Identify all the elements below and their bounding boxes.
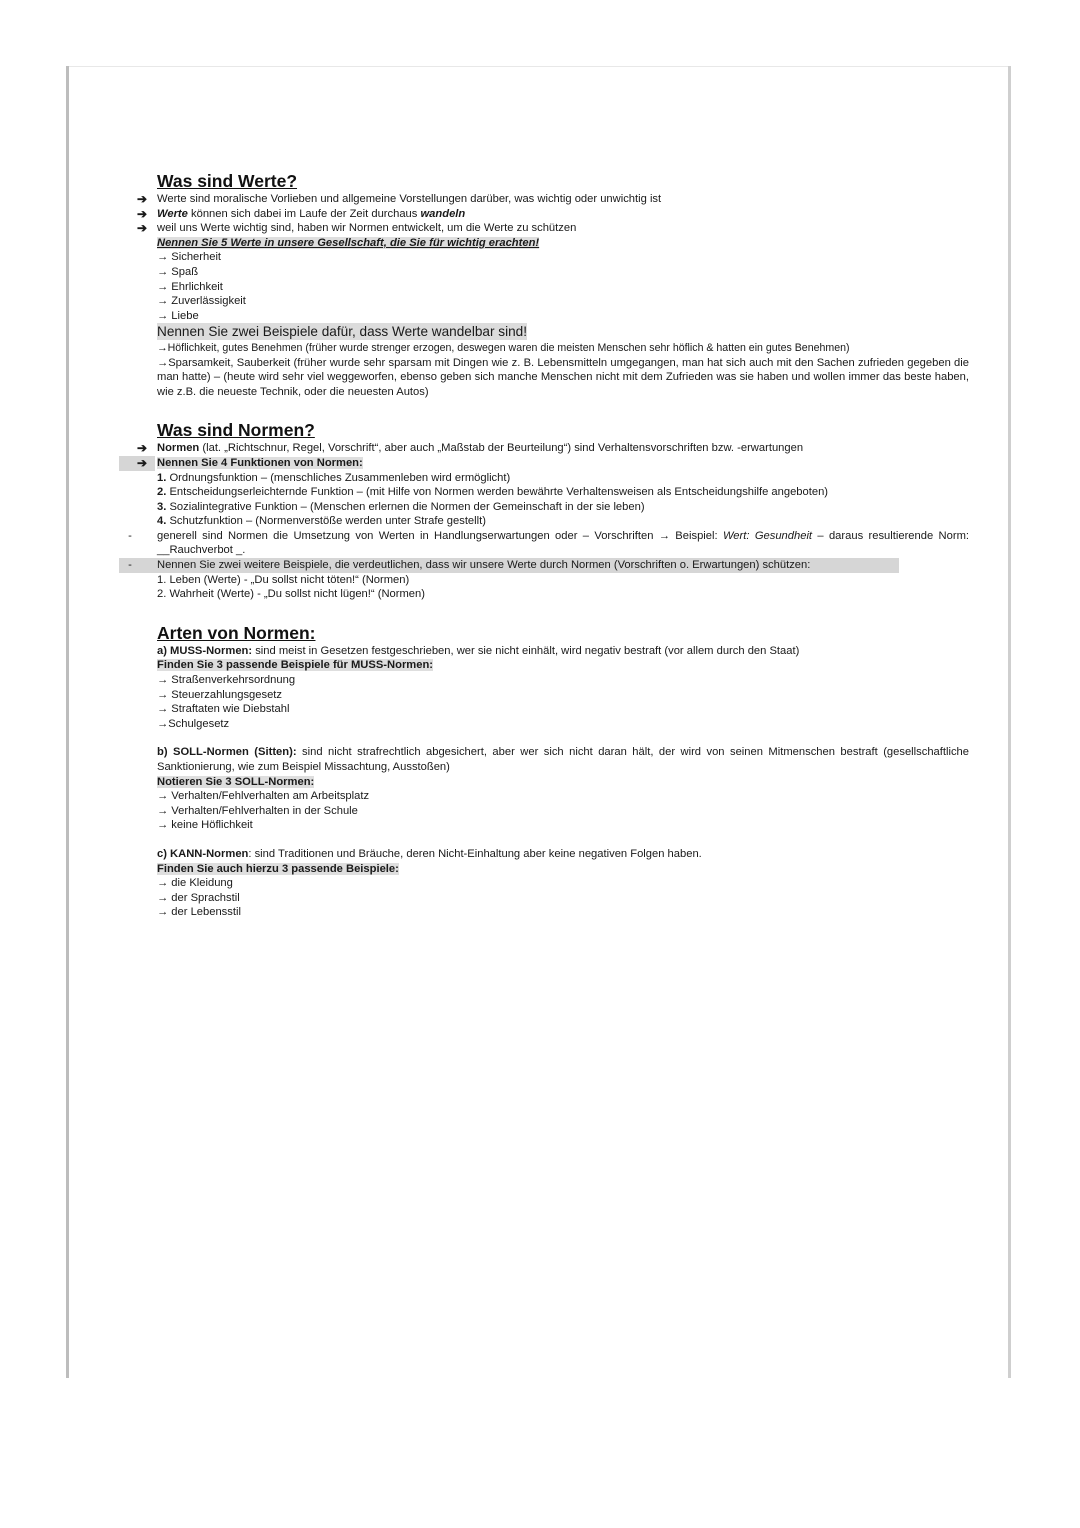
- werte-list-item: → Ehrlichkeit: [157, 280, 223, 293]
- soll-list-item: → Verhalten/Fehlverhalten am Arbeitsplatz: [157, 790, 370, 803]
- werte-answer-2: →Sparsamkeit, Sauberkeit (früher wurde sehr sparsam mit Dingen wie z. B. Lebensmitteln umgegangen, man hat sich auch mit den Sachen zufrieden gegeben die man hatte) – (heute wird sehr viel weggeworfen, ebenso geben sich manche Menschen nicht mit dem Zufrieden was sie haben und wollen immer das beste haben, wie z.B. die neueste Technik, oder die neuesten Autos): [157, 356, 969, 398]
- page-border-right: [1008, 66, 1011, 1378]
- werte-bullet-3: ➔ weil uns Werte wichtig sind, haben wir Normen entwickelt, um die Werte zu schützen: [157, 221, 969, 236]
- heading-normen: Was sind Normen?: [157, 420, 315, 441]
- kann-list-item: → der Lebensstil: [157, 906, 241, 919]
- document-body: [128, 170, 970, 920]
- kann-list-item: → die Kleidung: [157, 877, 233, 890]
- arrow-bullet-icon: ➔: [136, 441, 148, 456]
- beispiel-1: 1. Leben (Werte) - „Du sollst nicht töten!“ (Normen): [157, 573, 410, 586]
- arrow-bullet-icon: ➔: [136, 221, 148, 236]
- werte-answer-1: →Höflichkeit, gutes Benehmen (früher wurde strenger erzogen, deswegen waren die meisten Menschen sehr höflich & hatten ein gutes Benehmen): [157, 341, 850, 354]
- page-border-top: [66, 66, 1011, 67]
- arrow-bullet-icon: ➔: [136, 206, 148, 221]
- werte-question-2: Nennen Sie zwei Beispiele dafür, dass Werte wandelbar sind!: [157, 324, 528, 340]
- dash-bullet: -: [128, 529, 132, 542]
- muss-list-item: →Schulgesetz: [157, 717, 230, 730]
- page-border-left: [66, 66, 69, 1378]
- funktion-3: 3. Sozialintegrative Funktion – (Menschen erlernen die Normen der Gemeinschaft in der sie leben): [157, 500, 645, 513]
- werte-list-item: → Liebe: [157, 309, 199, 322]
- muss-normen-question: Finden Sie 3 passende Beispiele für MUSS-Normen:: [157, 659, 434, 672]
- arrow-bullet-icon: ➔: [136, 192, 148, 206]
- kann-normen-question: Finden Sie auch hierzu 3 passende Beispiele:: [157, 862, 399, 875]
- soll-normen-definition: b) SOLL-Normen (Sitten): sind nicht strafrechtlich abgesichert, aber wer sich nicht daran hält, der wird von seinen Mitmenschen bestraft (gesellschaftliche Sanktionierung, wie zum Beispiel Missachtung, Ausstoßen): [157, 746, 970, 773]
- soll-list-item: → keine Höflichkeit: [157, 819, 253, 832]
- funktion-1: 1. Ordnungsfunktion – (menschliches Zusammenleben wird ermöglicht): [157, 471, 511, 484]
- normen-dash-1: - generell sind Normen die Umsetzung von Werten in Handlungserwartungen oder – Vorschriften → Beispiel: Wert: Gesundheit – daraus resultierende Norm: __Rauchverbot _.: [157, 529, 969, 558]
- normen-bullet-2: ➔ Nennen Sie 4 Funktionen von Normen:: [157, 456, 969, 471]
- funktion-2: 2. Entscheidungserleichternde Funktion – (mit Hilfe von Normen werden bewährte Verhaltensweisen als Entscheidungshilfe angeboten): [157, 486, 829, 499]
- beispiel-2: 2. Wahrheit (Werte) - „Du sollst nicht lügen!“ (Normen): [157, 588, 425, 601]
- funktion-4: 4. Schutzfunktion – (Normenverstöße werden unter Strafe gestellt): [157, 515, 486, 528]
- werte-list-item: → Sicherheit: [157, 251, 222, 264]
- muss-list-item: → Steuerzahlungsgesetz: [157, 688, 283, 701]
- heading-arten: Arten von Normen:: [157, 622, 316, 643]
- normen-bullet-1: ➔ Normen (lat. „Richtschnur, Regel, Vorschrift“, aber auch „Maßstab der Beurteilung“) sind Verhaltensvorschriften bzw. -erwartungen: [157, 441, 969, 456]
- muss-list-item: → Straftaten wie Diebstahl: [157, 703, 290, 716]
- kann-normen-definition: c) KANN-Normen: sind Traditionen und Bräuche, deren Nicht-Einhaltung aber keine negativen Folgen haben.: [157, 847, 702, 860]
- werte-bullet-2: ➔ Werte können sich dabei im Laufe der Zeit durchaus wandeln: [157, 207, 969, 222]
- kann-list-item: → der Sprachstil: [157, 891, 240, 904]
- werte-list-item: → Spaß: [157, 265, 199, 278]
- heading-werte: Was sind Werte?: [157, 171, 298, 191]
- muss-normen-definition: a) MUSS-Normen: sind meist in Gesetzen festgeschrieben, wer sie nicht einhält, wird negativ bestraft (vor allem durch den Staat): [157, 644, 800, 657]
- normen-dash-2: - Nennen Sie zwei weitere Beispiele, die verdeutlichen, dass wir unsere Werte durch Normen (Vorschriften o. Erwartungen) schützen:: [157, 558, 969, 573]
- werte-list-item: → Zuverlässigkeit: [157, 295, 246, 308]
- werte-bullet-1: ➔ Werte sind moralische Vorlieben und allgemeine Vorstellungen darüber, was wichtig oder unwichtig ist: [157, 192, 969, 207]
- werte-question-1: Nennen Sie 5 Werte in unsere Gesellschaft, die Sie für wichtig erachten!: [157, 236, 540, 249]
- soll-normen-question: Notieren Sie 3 SOLL-Normen:: [157, 775, 315, 788]
- arrow-bullet-icon: ➔: [136, 455, 148, 470]
- muss-list-item: → Straßenverkehrsordnung: [157, 674, 296, 687]
- dash-bullet: -: [128, 559, 132, 572]
- soll-list-item: → Verhalten/Fehlverhalten in der Schule: [157, 804, 358, 817]
